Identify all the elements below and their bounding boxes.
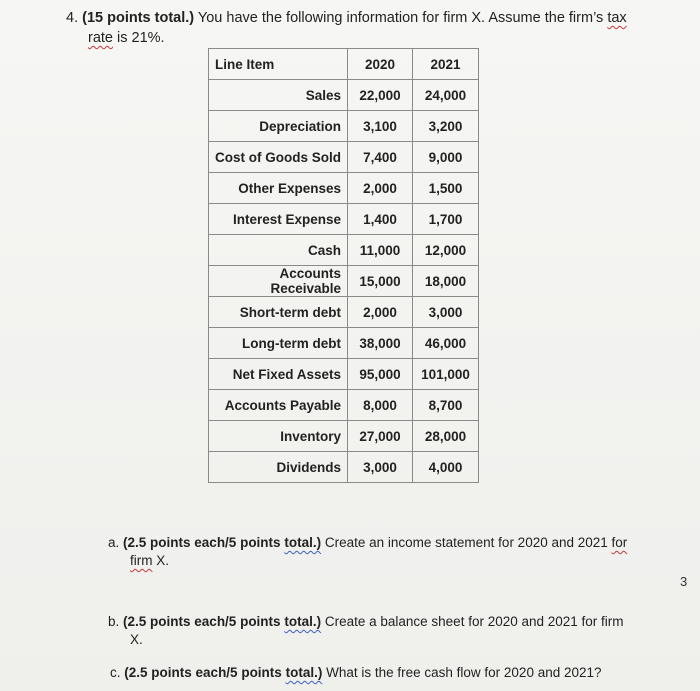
part-a-points-total: total.) <box>284 535 322 550</box>
row-line-item: Other Expenses <box>209 173 348 204</box>
row-line-item: Cash <box>209 235 348 266</box>
part-b <box>108 613 628 649</box>
row-line-item: Accounts Receivable <box>209 266 348 297</box>
part-b-tail: X. <box>130 632 143 647</box>
row-value-2020: 8,000 <box>348 390 413 421</box>
row-line-item: Interest Expense <box>209 204 348 235</box>
part-a-tail: X. <box>156 553 170 568</box>
row-line-item: Long-term debt <box>209 328 348 359</box>
table-row <box>209 204 479 235</box>
financial-data-table <box>208 48 479 483</box>
row-value-2021: 3,200 <box>413 111 479 142</box>
row-value-2021: 1,700 <box>413 204 479 235</box>
part-c <box>110 664 630 682</box>
part-b-line-1 <box>108 613 628 631</box>
row-line-item: Sales <box>209 80 348 111</box>
table-row <box>209 80 479 111</box>
row-value-2021: 4,000 <box>413 452 479 483</box>
row-value-2021: 24,000 <box>413 80 479 111</box>
part-a-line-2 <box>108 552 628 570</box>
question-points: (15 points total.) <box>82 10 195 26</box>
table-row <box>209 421 479 452</box>
table-row <box>209 142 479 173</box>
row-value-2021: 28,000 <box>413 421 479 452</box>
table-row <box>209 359 479 390</box>
row-value-2021: 101,000 <box>413 359 479 390</box>
row-value-2020: 2,000 <box>348 173 413 204</box>
table-row <box>209 111 479 142</box>
row-value-2021: 3,000 <box>413 297 479 328</box>
row-line-item: Short-term debt <box>209 297 348 328</box>
header-2020: 2020 <box>348 49 413 80</box>
part-a-line-1 <box>108 534 628 552</box>
row-value-2021: 8,700 <box>413 390 479 421</box>
row-value-2020: 38,000 <box>348 328 413 359</box>
part-b-text: Create a balance sheet for 2020 and 2021 for firm <box>324 614 624 629</box>
part-c-label: c. <box>110 665 121 680</box>
question-number: 4. <box>66 10 79 26</box>
row-value-2020: 7,400 <box>348 142 413 173</box>
table-row <box>209 452 479 483</box>
header-2021: 2021 <box>413 49 479 80</box>
part-a-label: a. <box>108 535 120 550</box>
part-b-points: (2.5 points each/5 points <box>123 614 281 629</box>
header-line-item: Line Item <box>209 49 348 80</box>
row-value-2020: 2,000 <box>348 297 413 328</box>
row-line-item: Dividends <box>209 452 348 483</box>
table-row <box>209 390 479 421</box>
part-b-line-2 <box>108 631 628 649</box>
row-value-2020: 3,000 <box>348 452 413 483</box>
row-line-item: Net Fixed Assets <box>209 359 348 390</box>
row-value-2020: 95,000 <box>348 359 413 390</box>
tax-word: tax <box>607 10 627 26</box>
question-line-1 <box>66 8 666 28</box>
part-c-points-total: total.) <box>285 665 323 680</box>
table-row <box>209 235 479 266</box>
part-a-firm-word: firm <box>130 553 153 568</box>
row-value-2021: 1,500 <box>413 173 479 204</box>
row-value-2021: 12,000 <box>413 235 479 266</box>
table-row <box>209 297 479 328</box>
row-value-2020: 27,000 <box>348 421 413 452</box>
part-a <box>108 534 628 570</box>
question-text-tail: is 21%. <box>117 30 165 46</box>
row-line-item: Accounts Payable <box>209 390 348 421</box>
part-b-points-total: total.) <box>284 614 322 629</box>
part-a-for-word: for <box>611 535 628 550</box>
part-c-line-1 <box>110 664 630 682</box>
part-a-points: (2.5 points each/5 points <box>123 535 281 550</box>
row-value-2020: 15,000 <box>348 266 413 297</box>
part-b-label: b. <box>108 614 120 629</box>
row-value-2020: 1,400 <box>348 204 413 235</box>
row-value-2021: 46,000 <box>413 328 479 359</box>
question-line-2 <box>66 28 666 48</box>
row-value-2021: 9,000 <box>413 142 479 173</box>
question-text: You have the following information for firm X. Assume the firm’s <box>197 10 604 26</box>
part-c-points: (2.5 points each/5 points <box>124 665 282 680</box>
row-value-2020: 22,000 <box>348 80 413 111</box>
question-header <box>66 8 666 48</box>
row-line-item: Depreciation <box>209 111 348 142</box>
table-row <box>209 266 479 297</box>
table-row <box>209 173 479 204</box>
row-value-2020: 3,100 <box>348 111 413 142</box>
row-value-2020: 11,000 <box>348 235 413 266</box>
rate-word: rate <box>88 30 113 46</box>
table-header-row <box>209 49 479 80</box>
table-row <box>209 328 479 359</box>
part-c-text: What is the free cash flow for 2020 and 2021? <box>326 665 602 680</box>
table-body <box>209 80 479 483</box>
page-number: 3 <box>680 574 688 589</box>
row-line-item: Cost of Goods Sold <box>209 142 348 173</box>
row-value-2021: 18,000 <box>413 266 479 297</box>
row-line-item: Inventory <box>209 421 348 452</box>
part-a-text: Create an income statement for 2020 and 2021 <box>324 535 608 550</box>
